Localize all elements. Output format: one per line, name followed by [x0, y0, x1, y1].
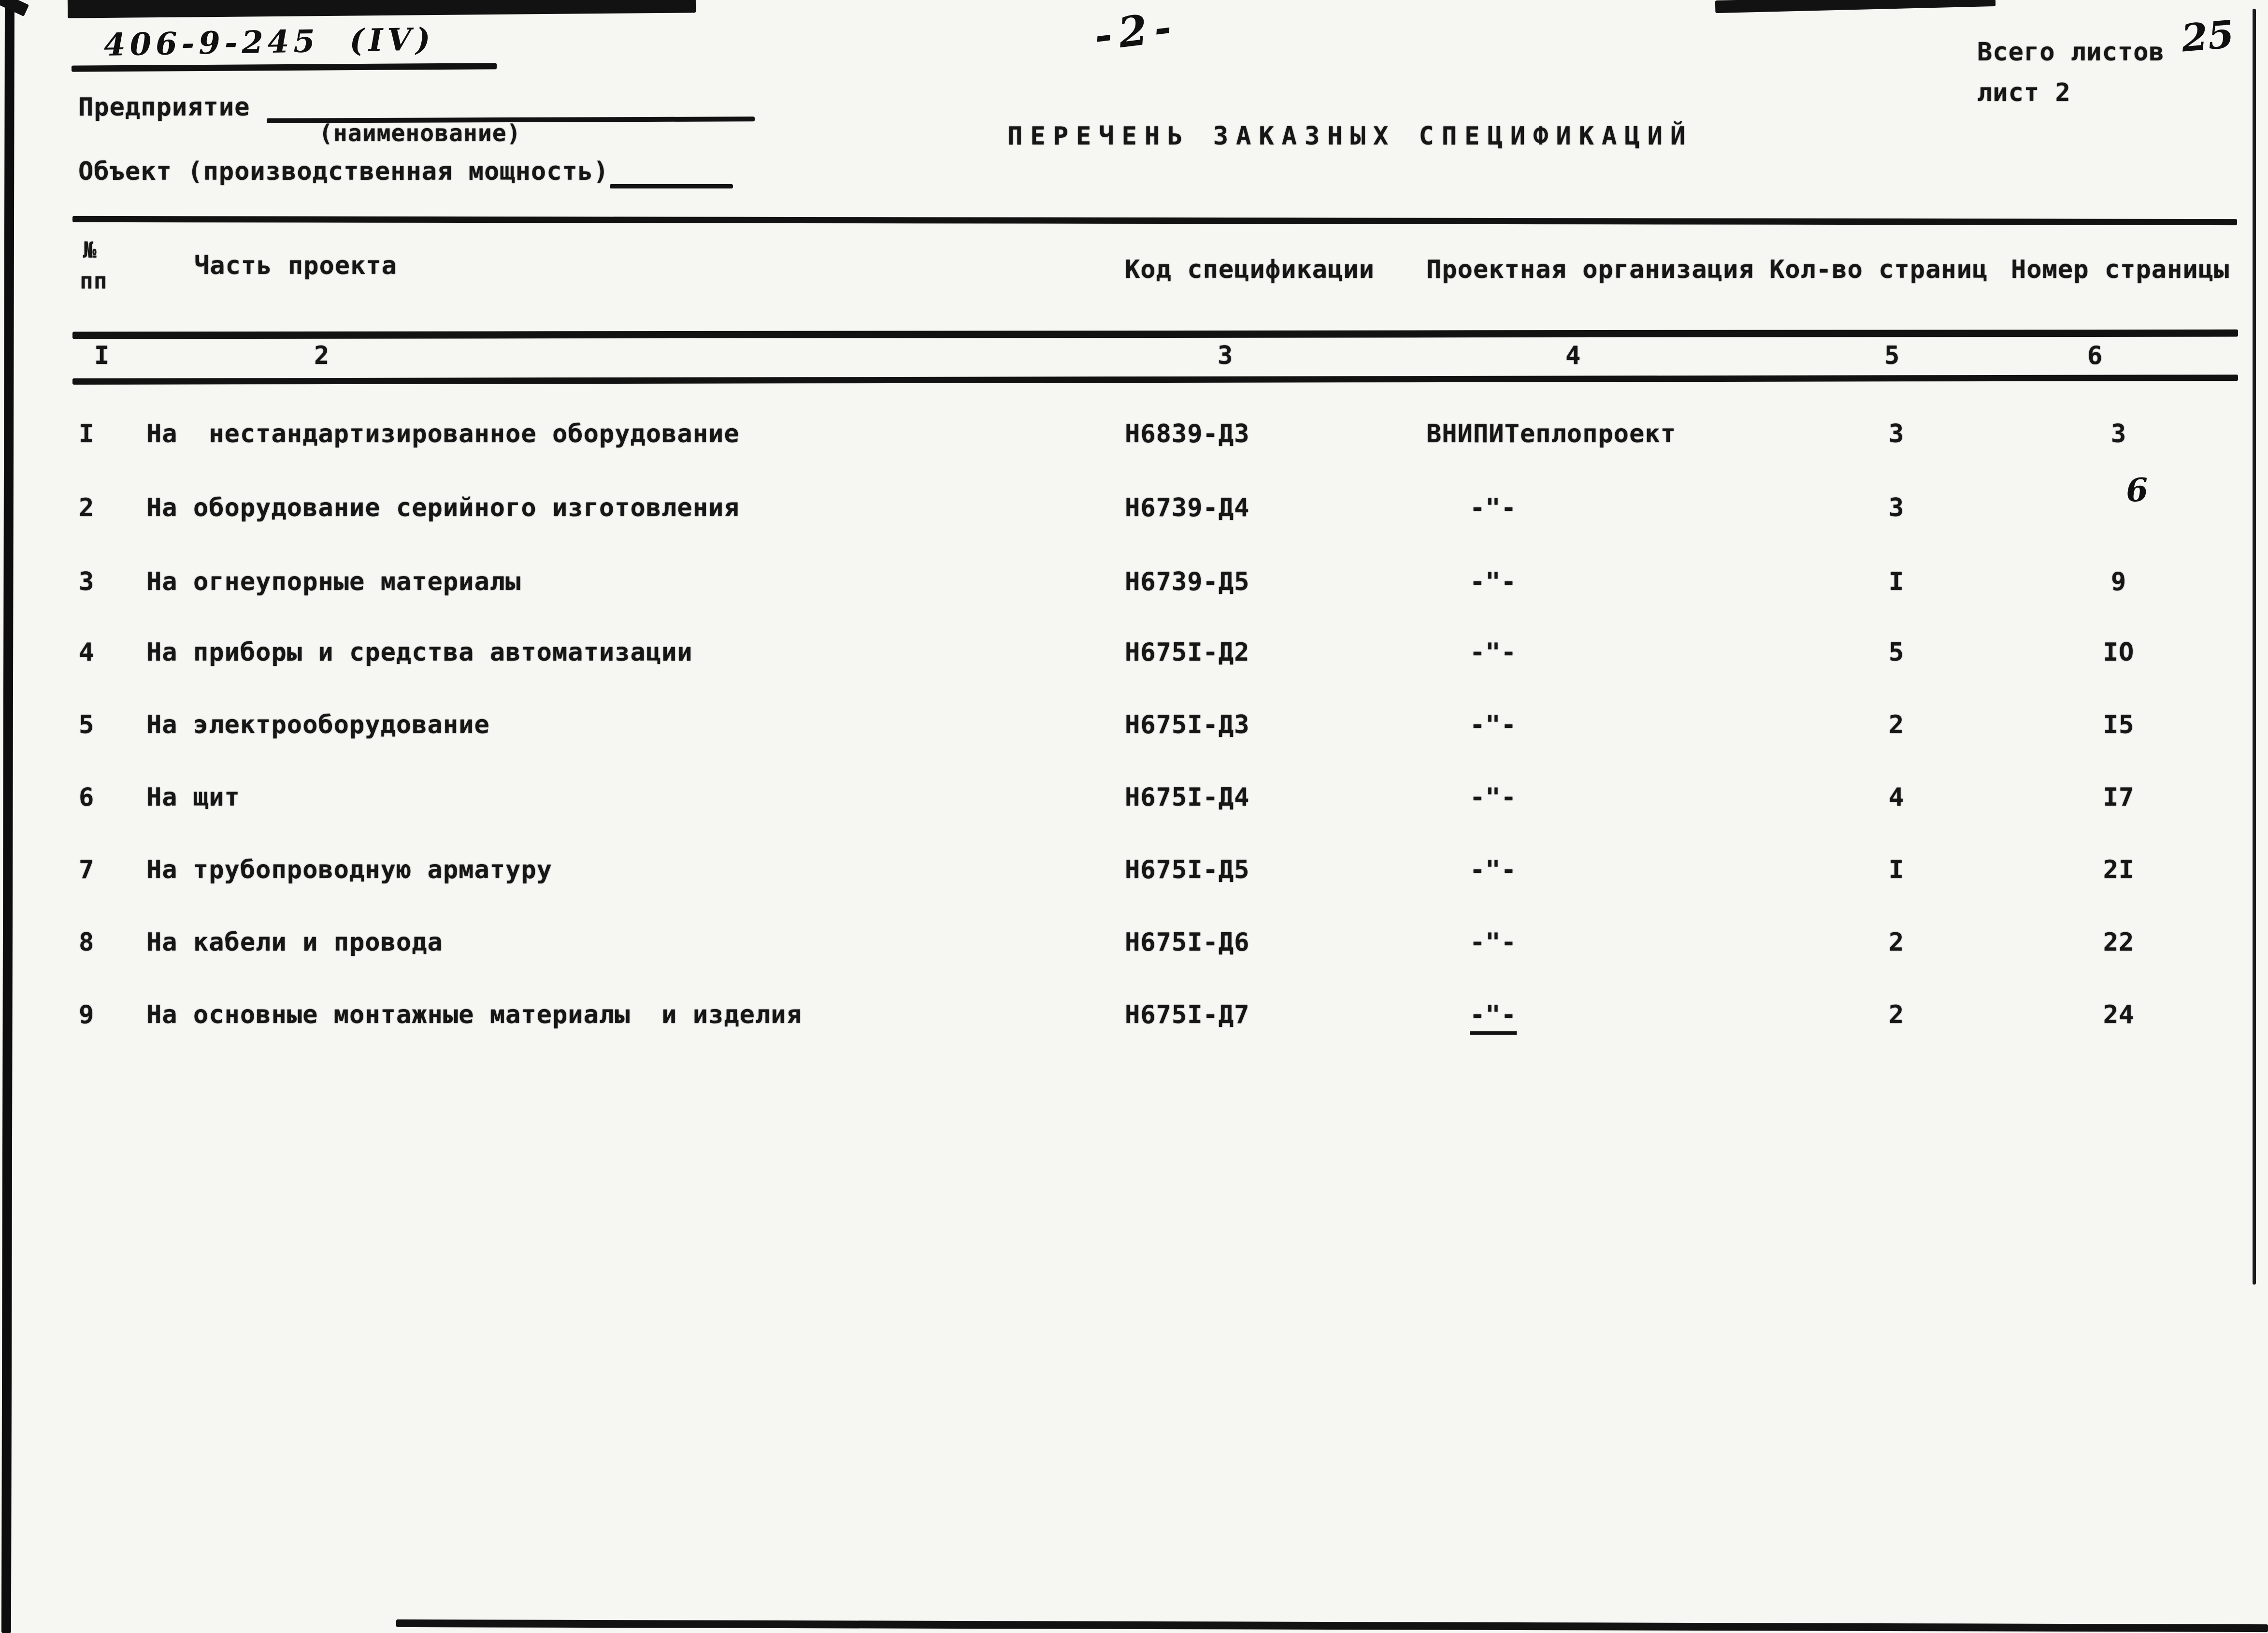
cell-page-count: 2: [1888, 710, 1905, 739]
cell-row-number: 3: [79, 567, 95, 596]
cell-page-number: 9: [2110, 567, 2127, 596]
top-right-ink-smudge: [1715, 0, 1995, 13]
cell-ditto-mark: -"-: [1470, 493, 1517, 522]
table-row: [0, 855, 2268, 918]
cell-part: На оборудование серийного изготовления: [146, 493, 740, 522]
col-header-number-sub: пп: [80, 268, 108, 294]
cell-row-number: 6: [79, 783, 95, 812]
table-row: [0, 638, 2268, 701]
col-header-organization: Проектная организация: [1426, 255, 1754, 284]
cell-row-number: 2: [79, 493, 95, 522]
cell-page-count: 2: [1888, 1000, 1905, 1029]
cell-page-number: 24: [2103, 1000, 2135, 1029]
cell-page-number: 2I: [2103, 855, 2135, 884]
cell-ditto-mark: -"-: [1470, 567, 1517, 596]
cell-part: На нестандартизированное оборудование: [146, 419, 740, 448]
cell-page-number: 3: [2110, 419, 2127, 448]
col-header-page-number: Номер страницы: [2011, 255, 2230, 284]
cell-row-number: 8: [79, 928, 95, 957]
table-row: [0, 928, 2268, 991]
cell-part: На кабели и провода: [146, 928, 443, 957]
cell-part: На приборы и средства автоматизации: [146, 638, 693, 667]
cell-page-count: I: [1888, 567, 1905, 596]
enterprise-sublabel: (наименование): [319, 120, 521, 147]
cell-code: Н675I-Д5: [1125, 855, 1250, 884]
cell-page-count: 3: [1888, 419, 1905, 448]
col-header-number: №: [83, 237, 97, 263]
cell-page-number: 22: [2103, 928, 2135, 957]
cell-code: Н675I-Д4: [1125, 783, 1250, 812]
cell-code: Н675I-Д2: [1125, 638, 1250, 667]
table-row: [0, 783, 2268, 846]
document-title: ПЕРЕЧЕНЬ ЗАКАЗНЫХ СПЕЦИФИКАЦИЙ: [1007, 122, 1694, 151]
cell-code: Н6739-Д5: [1125, 567, 1250, 596]
doc-number-handwritten: 406-9-245 (IV): [103, 21, 435, 63]
cell-page-number-handwritten: 6: [2124, 470, 2149, 510]
table-colnumbers-rule: [72, 375, 2238, 385]
cell-part: На трубопроводную арматуру: [146, 855, 552, 884]
cell-part: На электрооборудование: [146, 710, 490, 739]
cell-code: Н675I-Д6: [1125, 928, 1250, 957]
cell-code: Н675I-Д7: [1125, 1000, 1250, 1029]
cell-row-number: I: [79, 419, 95, 448]
col-index-1: I: [94, 341, 110, 370]
cell-ditto-mark: -"-: [1470, 855, 1517, 884]
total-sheets-value: 25: [2180, 12, 2236, 61]
cell-code: Н6839-Д3: [1125, 419, 1250, 448]
cell-page-count: 3: [1888, 493, 1905, 522]
cell-page-count: 5: [1888, 638, 1905, 667]
table-header-rule: [72, 330, 2238, 339]
cell-ditto-mark: -"-: [1470, 638, 1517, 667]
doc-number-underline: [72, 63, 497, 72]
cell-row-number: 4: [79, 638, 95, 667]
cell-page-number: IO: [2103, 638, 2135, 667]
object-label: Объект (производственная мощность): [78, 157, 609, 186]
cell-code: Н675I-Д3: [1125, 710, 1250, 739]
cell-ditto-mark: -"-: [1470, 783, 1517, 812]
table-top-rule: [72, 216, 2237, 225]
cell-row-number: 5: [79, 710, 95, 739]
col-header-code: Код спецификации: [1125, 255, 1375, 284]
cell-page-number: I7: [2103, 783, 2135, 812]
table-row: [0, 470, 2268, 556]
cell-row-number: 9: [79, 1000, 95, 1029]
cell-row-number: 7: [79, 855, 95, 884]
cell-page-count: 2: [1888, 928, 1905, 957]
cell-part: На огнеупорные материалы: [146, 567, 521, 596]
cell-page-count: I: [1888, 855, 1905, 884]
cell-page-number: I5: [2103, 710, 2135, 739]
col-index-5: 5: [1884, 341, 1900, 370]
cell-ditto-mark: -"-: [1470, 928, 1517, 957]
bottom-page-rule: [396, 1619, 2268, 1632]
col-header-page-count: Кол-во страниц: [1769, 255, 1988, 284]
table-row: [0, 710, 2268, 773]
col-index-3: 3: [1218, 341, 1234, 370]
col-index-6: 6: [2087, 341, 2103, 370]
page-number-handwritten: -2-: [1091, 1, 1181, 61]
cell-part: На основные монтажные материалы и изделия: [146, 1000, 802, 1029]
cell-ditto-mark: -"-: [1470, 710, 1517, 739]
col-index-4: 4: [1565, 341, 1581, 370]
cell-page-count: 4: [1888, 783, 1905, 812]
total-sheets-label: Всего листов: [1977, 38, 2165, 67]
enterprise-label: Предприятие: [78, 93, 250, 122]
col-header-part: Часть проекта: [194, 251, 397, 280]
sheet-number-label: лист 2: [1977, 78, 2071, 107]
cell-organization: ВНИПИТеплопроект: [1426, 419, 1676, 448]
col-index-2: 2: [314, 341, 330, 370]
table-row: [0, 419, 2268, 482]
table-row: [0, 567, 2268, 630]
cell-code: Н6739-Д4: [1125, 493, 1250, 522]
cell-ditto-mark: -"-: [1470, 1000, 1517, 1035]
cell-part: На щит: [146, 783, 240, 812]
object-blank-line: [610, 184, 733, 188]
table-row: [0, 1000, 2268, 1063]
top-ink-smudge: [68, 0, 696, 18]
